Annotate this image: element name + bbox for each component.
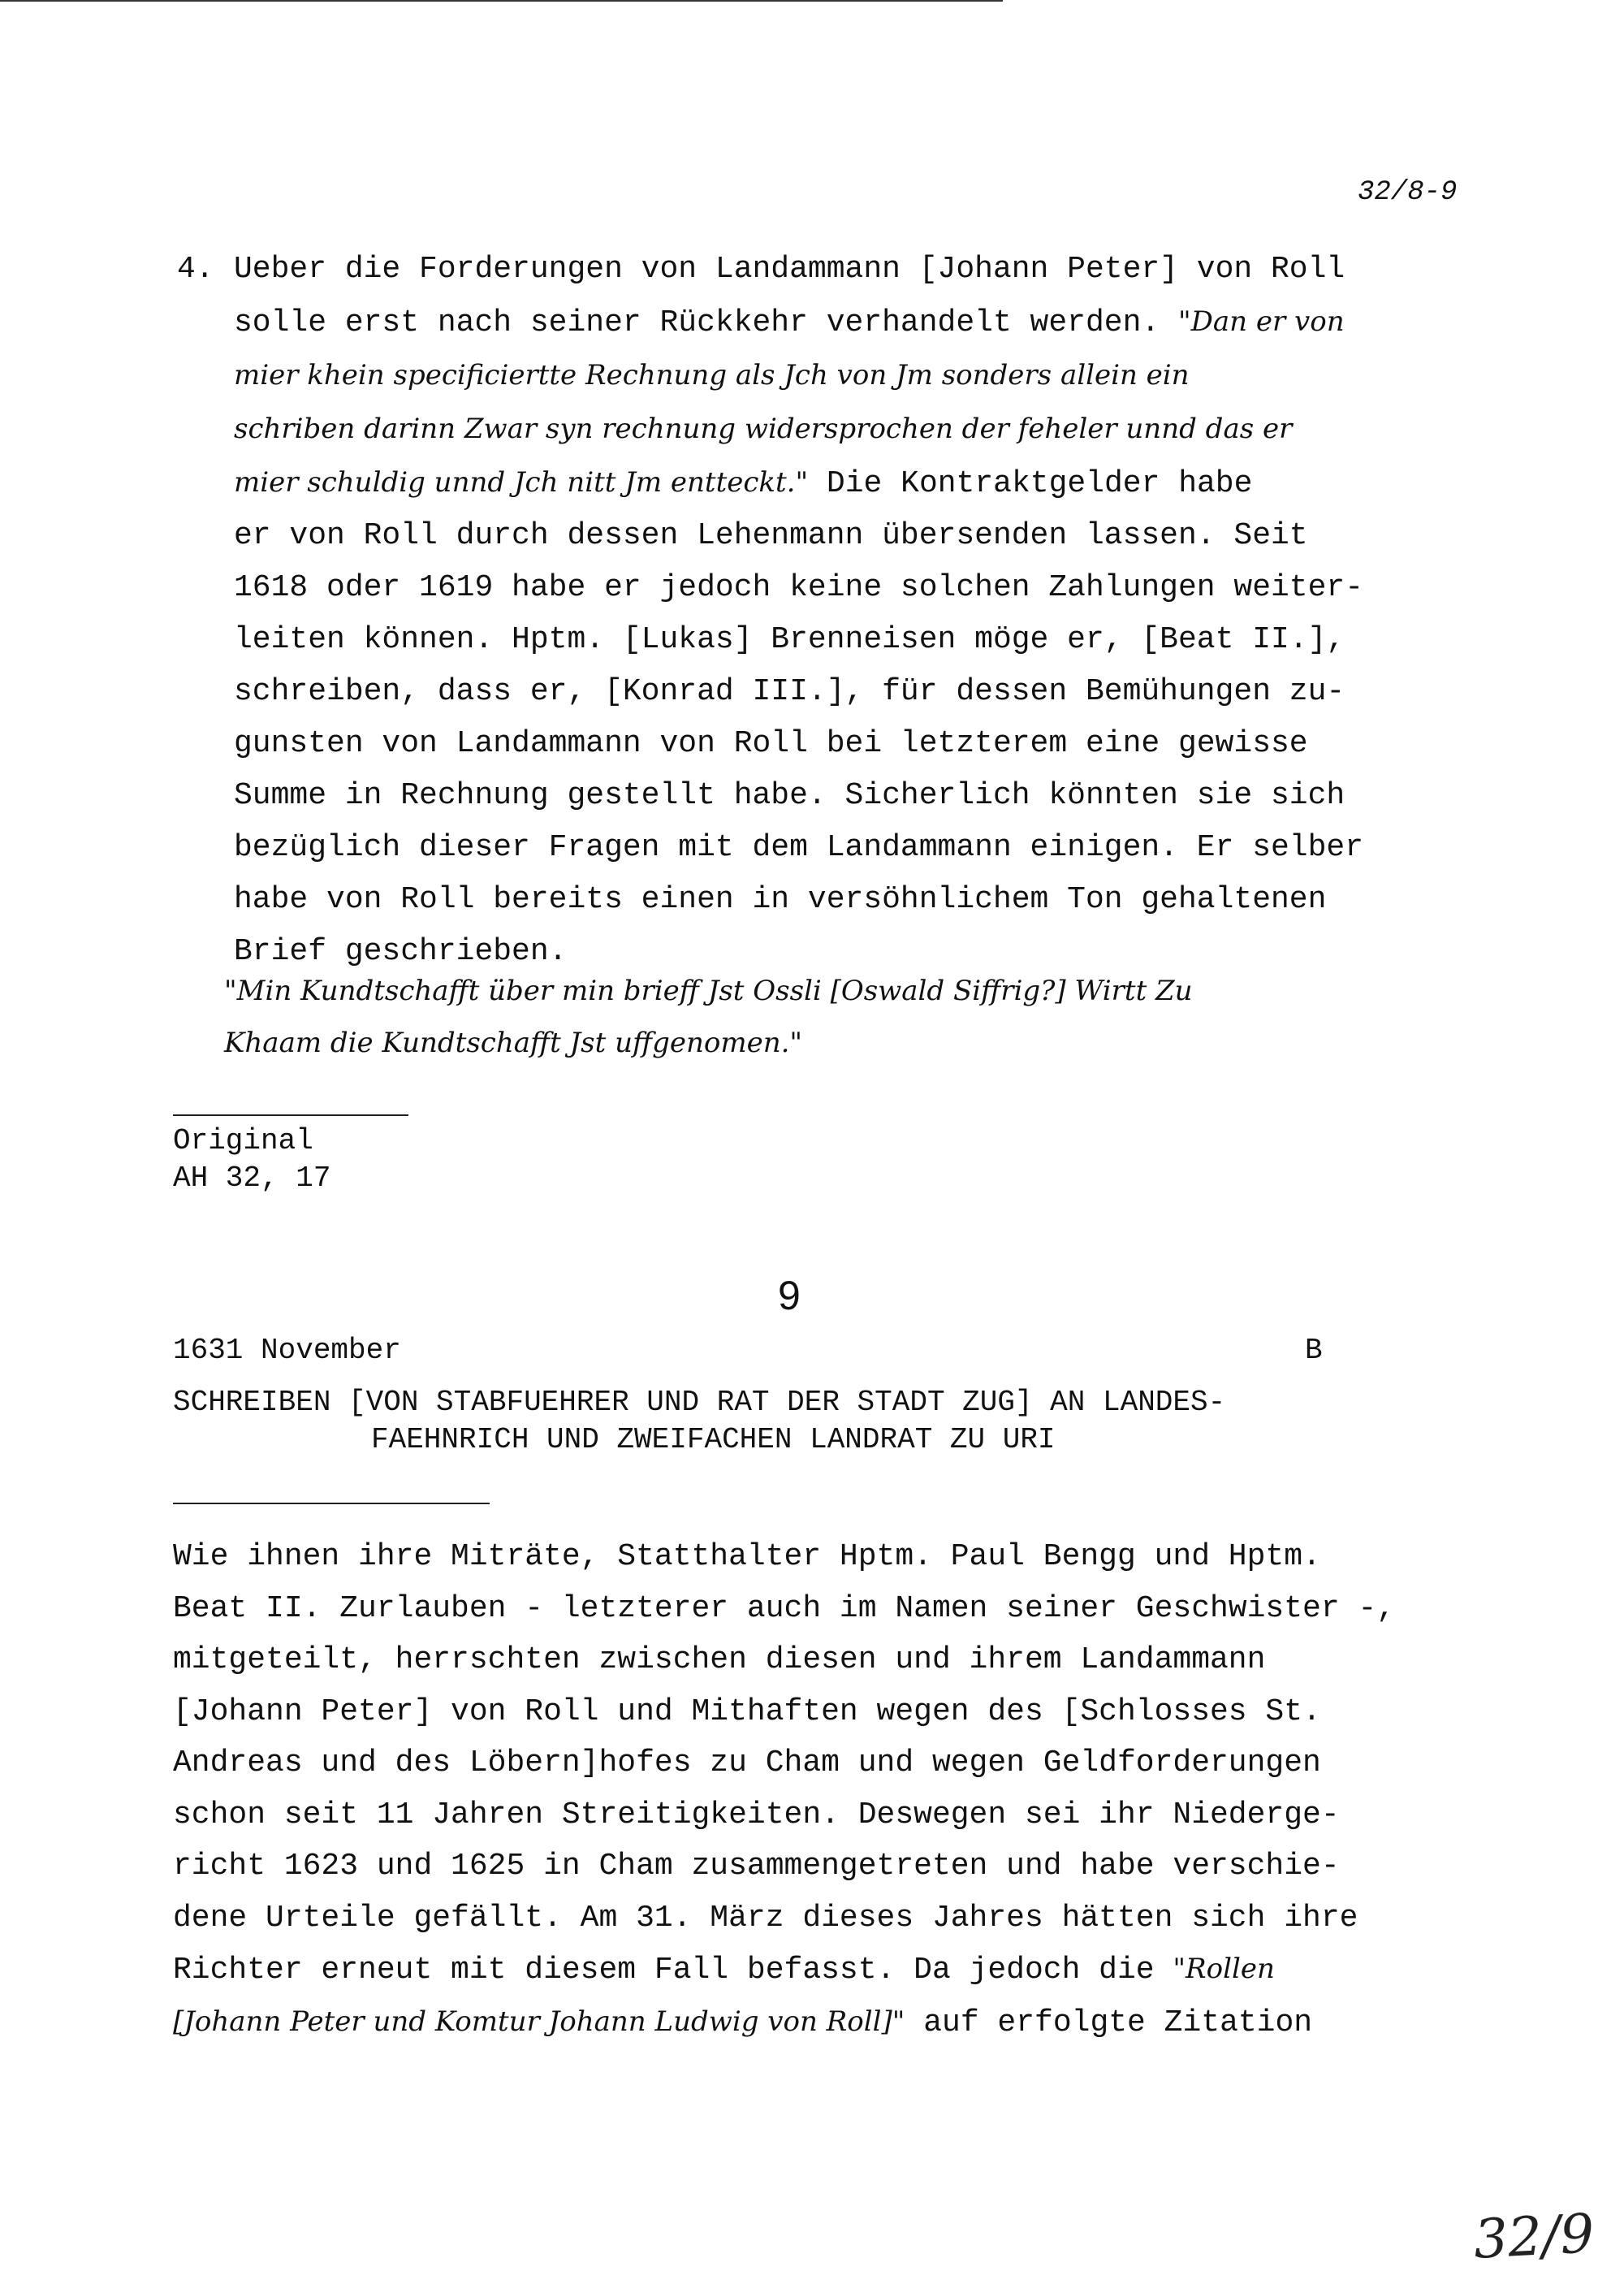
scan-top-edge [0, 0, 1003, 2]
handwritten-folio: 32/9 [1472, 2202, 1596, 2271]
summary-item-4 [177, 244, 1460, 978]
text-run: Richter erneut mit diesem Fall befasst. Da jedoch die [173, 1953, 1173, 1988]
quote-run: [Johann Peter und Komtur Johann Ludwig von Roll]" [173, 2005, 905, 2038]
text-line [234, 874, 1460, 926]
text-line [234, 510, 1460, 562]
page-folio: 32/8-9 [1358, 177, 1458, 208]
title-divider [173, 1503, 490, 1504]
text-line [173, 1944, 1472, 1996]
document-code: B [1305, 1334, 1323, 1367]
text-line [234, 456, 1460, 510]
source-note [173, 1123, 330, 1197]
text-run: solle erst nach seiner Rückkehr verhandelt werden. [234, 305, 1178, 340]
text-line [234, 718, 1460, 770]
text-line [173, 1583, 1472, 1635]
item-number: 4. [177, 252, 214, 287]
text-line [173, 1789, 1472, 1841]
text-run: Summe in Rechnung gestellt habe. Sicherlich könnten sie sich [234, 778, 1345, 813]
source-type: Original [173, 1124, 313, 1157]
text-line [173, 1893, 1472, 1944]
document-title [173, 1384, 1472, 1459]
text-run: mitgeteilt, herrschten zwischen diesen und ihrem Landammann [173, 1642, 1266, 1677]
source-divider [173, 1114, 408, 1116]
quote-run: mier schuldig unnd Jch nitt Jm entteckt." [234, 466, 809, 499]
text-line [234, 562, 1460, 614]
quote-line: Khaam die Kundtschafft Jst uffgenomen." [224, 1027, 803, 1059]
quote-run: "Dan er von [1178, 305, 1345, 338]
document-summary [173, 1531, 1472, 2048]
document-dateline [173, 1332, 1342, 1369]
text-line [173, 1841, 1472, 1893]
text-run: habe von Roll bereits einen in versöhnlichem Ton gehaltenen [234, 882, 1327, 917]
text-line [173, 1531, 1472, 1583]
text-line [234, 296, 1460, 349]
title-line: FAEHNRICH UND ZWEIFACHEN LANDRAT ZU URI [371, 1423, 1056, 1456]
text-run: dene Urteile gefällt. Am 31. März dieses Jahres hätten sich ihre [173, 1900, 1358, 1936]
text-run: Ueber die Forderungen von Landammann [Johann Peter] von Roll [234, 252, 1345, 287]
text-run: gunsten von Landammann von Roll bei letzterem eine gewisse [234, 726, 1308, 761]
text-run: richt 1623 und 1625 in Cham zusammengetreten und habe verschie- [173, 1849, 1340, 1884]
item-4-text [234, 244, 1460, 978]
text-line [173, 1686, 1472, 1738]
text-line [234, 770, 1460, 822]
text-line [173, 1996, 1472, 2049]
text-run: auf erfolgte Zitation [905, 2005, 1313, 2040]
text-run: 1618 oder 1619 habe er jedoch keine solchen Zahlungen weiter- [234, 570, 1364, 605]
text-run: Andreas und des Löbern]hofes zu Cham und wegen Geldforderungen [173, 1745, 1321, 1780]
text-line [173, 1737, 1472, 1789]
document-number: 9 [778, 1273, 801, 1318]
text-line [234, 614, 1460, 666]
text-run: Die Kontraktgelder habe [808, 466, 1253, 501]
text-run: er von Roll durch dessen Lehenmann übersenden lassen. Seit [234, 518, 1308, 553]
text-line [234, 666, 1460, 718]
original-quote [224, 965, 1458, 1069]
document-date: 1631 November [173, 1334, 401, 1367]
text-run: Wie ihnen ihre Miträte, Statthalter Hptm. Paul Bengg und Hptm. [173, 1539, 1321, 1574]
text-line [234, 822, 1460, 874]
text-run: [Johann Peter] von Roll und Mithaften wegen des [Schlosses St. [173, 1694, 1321, 1729]
quote-run: "Rollen [1173, 1953, 1275, 1985]
text-run: schreiben, dass er, [Konrad III.], für dessen Bemühungen zu- [234, 674, 1345, 709]
quote-run: mier khein specificiertte Rechnung als Jch von Jm sonders allein ein [234, 359, 1190, 391]
text-line [234, 349, 1460, 403]
text-line [234, 403, 1460, 456]
text-run: bezüglich dieser Fragen mit dem Landammann einigen. Er selber [234, 830, 1364, 865]
source-reference: AH 32, 17 [173, 1161, 331, 1195]
quote-run: schriben darinn Zwar syn rechnung widersprochen der feheler unnd das er [234, 413, 1293, 445]
text-line [234, 244, 1460, 296]
title-line: SCHREIBEN [VON STABFUEHRER UND RAT DER STADT ZUG] AN LANDES- [173, 1386, 1226, 1419]
text-line [173, 1634, 1472, 1686]
text-run: leiten können. Hptm. [Lukas] Brenneisen möge er, [Beat II.], [234, 622, 1345, 657]
text-run: Brief geschrieben. [234, 934, 568, 969]
text-run: Beat II. Zurlauben - letzterer auch im Namen seiner Geschwister -, [173, 1590, 1396, 1626]
quote-line: "Min Kundtschafft über min brieff Jst Ossli [Oswald Siffrig?] Wirtt Zu [224, 975, 1193, 1007]
text-run: schon seit 11 Jahren Streitigkeiten. Deswegen sei ihr Niederge- [173, 1797, 1340, 1832]
